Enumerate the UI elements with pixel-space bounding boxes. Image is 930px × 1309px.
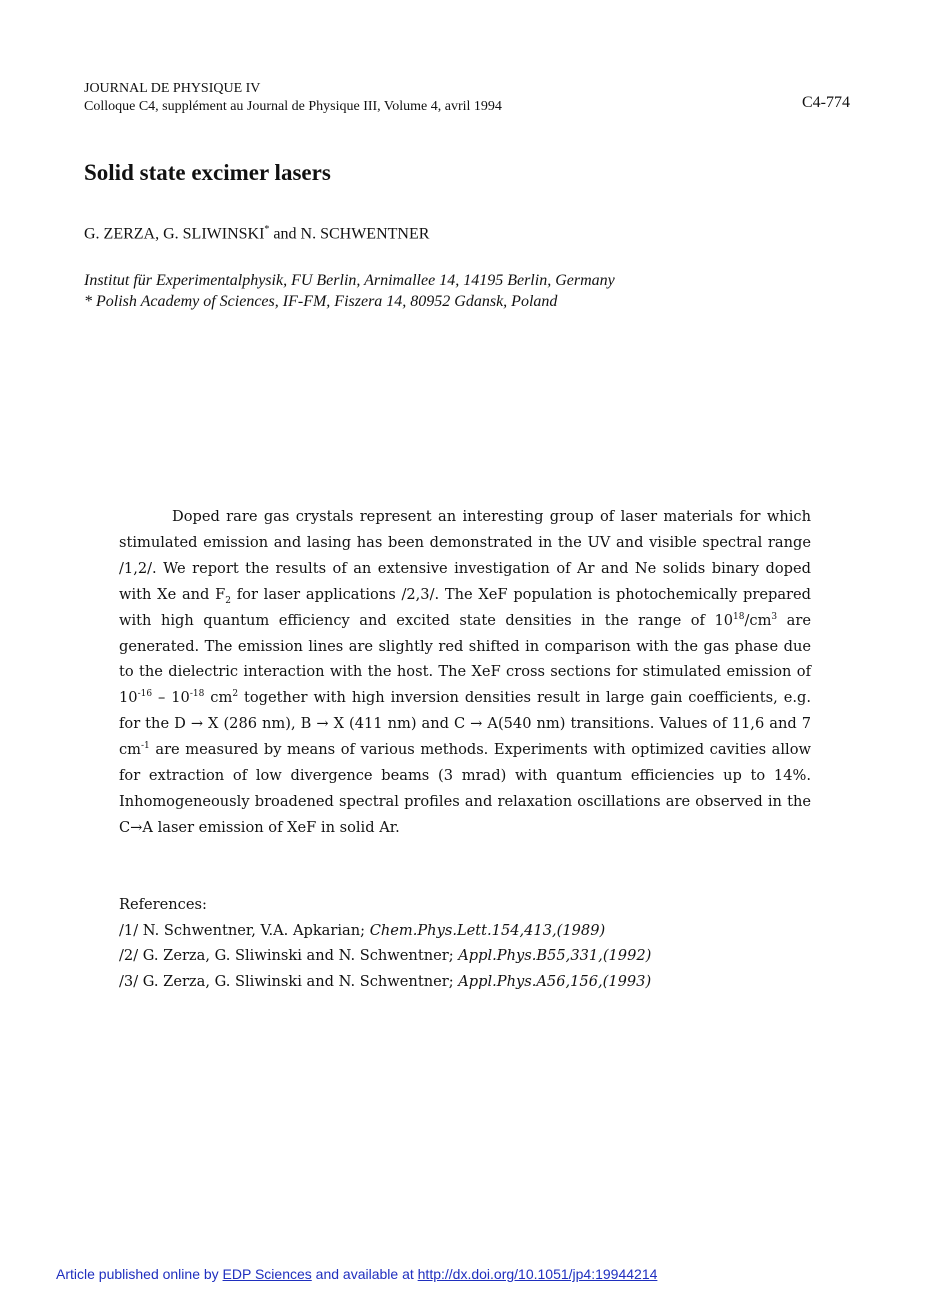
reference-authors: /1/ N. Schwentner, V.A. Apkarian;: [119, 921, 370, 939]
page-number: C4-774: [802, 94, 850, 111]
reference-citation: Chem.Phys.Lett.154,413,(1989): [369, 921, 606, 939]
superscript: 3: [771, 611, 778, 622]
reference-item: [119, 969, 651, 995]
affiliation-primary: Institut für Experimentalphysik, FU Berlin, Arnimallee 14, 14195 Berlin, Germany: [84, 272, 615, 289]
abstract-text: for laser applications /2,3/. The XeF population is photochemically prepared with high quantum efficiency and excited state densities in the range of 10: [119, 585, 811, 629]
abstract-text: – 10: [152, 689, 190, 707]
affiliation-secondary: * Polish Academy of Sciences, IF-FM, Fiszera 14, 80952 Gdansk, Poland: [84, 293, 558, 310]
reference-item: [119, 943, 651, 969]
abstract-text: are generated. The emission lines are slightly red shifted in comparison with the gas phase due to the dielectric interaction with the host. The XeF cross sections for stimulated emission of 10: [119, 611, 812, 707]
superscript: -16: [137, 689, 153, 700]
journal-name: JOURNAL DE PHYSIQUE IV: [84, 81, 261, 96]
abstract-text: Doped rare gas crystals represent an interesting group of laser materials for which stimulated emission and lasing has been demonstrated in the UV and visible spectral range /1,2/. We report the results of an extensive investigation of Ar and Ne solids binary doped with Xe and F: [119, 508, 811, 603]
references-section: [119, 892, 651, 994]
author-names-last: and N. SCHWENTNER: [269, 225, 430, 243]
footer-middle: and available at: [311, 1266, 418, 1282]
footer-prefix: Article published online by: [56, 1266, 223, 1282]
reference-citation: Appl.Phys.B55,331,(1992): [458, 947, 652, 965]
abstract-body: [119, 504, 811, 841]
abstract-text: cm: [204, 689, 233, 707]
reference-citation: Appl.Phys.A56,156,(1993): [458, 972, 652, 990]
reference-authors: /2/ G. Zerza, G. Sliwinski and N. Schwentner;: [119, 947, 459, 965]
publisher-link[interactable]: EDP Sciences: [222, 1266, 312, 1282]
superscript: -1: [141, 741, 150, 752]
author-names: G. ZERZA, G. SLIWINSKI: [84, 225, 265, 243]
affiliation-mark: *: [264, 224, 270, 235]
superscript: 2: [232, 689, 239, 700]
superscript: 18: [733, 611, 745, 622]
abstract-text: are measured by means of various methods. Experiments with optimized cavities allow for extraction of low divergence beams (3 mrad) with quantum efficiencies up to 14%. Inhomogeneously broadened spectral profiles and relaxation oscillations are observed in the C→A laser emission of XeF in solid Ar.: [119, 741, 811, 836]
reference-authors: /3/ G. Zerza, G. Sliwinski and N. Schwentner;: [119, 972, 459, 990]
reference-item: [119, 918, 651, 944]
journal-issue: Colloque C4, supplément au Journal de Physique III, Volume 4, avril 1994: [84, 99, 502, 114]
superscript: -18: [189, 689, 205, 700]
abstract-text: together with high inversion densities result in large gain coefficients, e.g. for the D → X (286 nm), B → X (411 nm) and C → A(540 nm) transitions. Values of 11,6 and 7 cm: [119, 689, 811, 759]
abstract-text: /cm: [744, 611, 772, 629]
affiliations: [84, 270, 615, 312]
paper-title: Solid state excimer lasers: [84, 160, 331, 185]
author-list: [84, 224, 429, 243]
doi-link[interactable]: http://dx.doi.org/10.1051/jp4:19944214: [417, 1266, 658, 1282]
subscript: 2: [225, 595, 232, 606]
journal-header: [84, 80, 502, 116]
references-heading: References:: [119, 896, 207, 913]
publication-footer: [56, 1266, 657, 1282]
